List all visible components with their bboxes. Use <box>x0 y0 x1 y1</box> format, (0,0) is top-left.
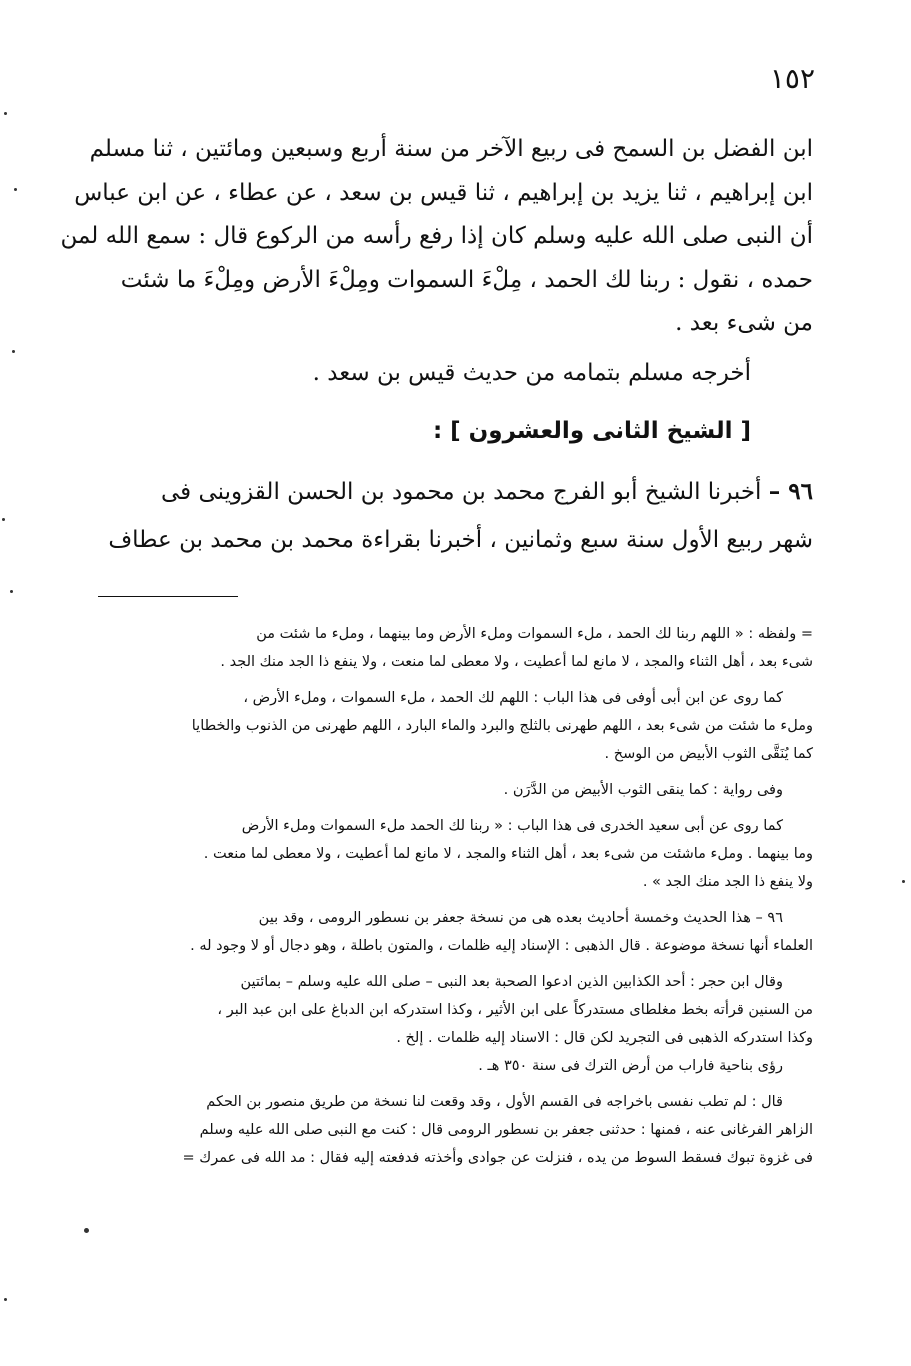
footnote <box>95 968 813 1080</box>
hadith-line <box>118 468 813 516</box>
footnote-line: شىء بعد ، أهل الثناء والمجد ، لا مانع لما أعطيت ، ولا معطى لما منعت ، ولا ينفع ذا الجد منك الجد . <box>220 654 813 670</box>
main-text-line: ابن الفضل بن السمح فى ربيع الآخر من سنة أربع وسبعين ومائتين ، ثنا مسلم <box>89 136 813 162</box>
footnote-line: وفى رواية : كما ينقى الثوب الأبيض من الدَّرَن . <box>503 782 783 798</box>
footnote-line: من السنين قرأته بخط مغلطاى مستدركاً على ابن الأثير ، وكذا استدركه ابن الدباغ على ابن عبد البر ، <box>217 1002 813 1018</box>
footnote-line: = ولفظه : « اللهم ربنا لك الحمد ، ملء السموات وملء الأرض وما بينهما ، وملء ما شئت من <box>256 626 813 642</box>
footnote <box>95 776 813 804</box>
footnote-line: وكذا استدركه الذهبى فى التجريد لكن قال : الاسناد إليه ظلمات . إلخ . <box>396 1030 813 1046</box>
takhrij-paragraph: أخرجه مسلم بتمامه من حديث قيس بن سعد . <box>312 360 751 386</box>
main-text-line: أن النبى صلى الله عليه وسلم كان إذا رفع رأسه من الركوع قال : سمع الله لمن <box>60 223 813 249</box>
footnote <box>95 812 813 896</box>
scan-speck <box>84 1228 89 1233</box>
footnote-line: العلماء أنها نسخة موضوعة . قال الذهبى : الإسناد إليه ظلمات ، والمتون باطلة ، وهو دجال أو لا وجود له . <box>190 938 813 954</box>
footnote-separator <box>98 596 238 597</box>
footnote-line: كما يُنَقَّى الثوب الأبيض من الوسخ . <box>604 746 813 762</box>
footnote-line: كما روى عن أبى سعيد الخدرى فى هذا الباب : « ربنا لك الحمد ملء السموات وملء الأرض <box>241 818 783 834</box>
page-number: ١٥٢ <box>769 62 815 95</box>
scan-speck <box>10 590 13 593</box>
footnote-line: وملء ما شئت من شىء بعد ، اللهم طهرنى بالثلج والبرد والماء البارد ، اللهم طهرنى من الذنوب والخطايا <box>191 718 813 734</box>
footnote <box>95 904 813 960</box>
scan-speck <box>14 188 17 191</box>
footnote-line: فى غزوة تبوك فسقط السوط من يده ، فنزلت عن جوادى وأخذته فدفعته إليه فقال : مد الله فى عمرك = <box>182 1150 813 1166</box>
footnote-line: الزاهر الفرغانى عنه ، فمنها : حدثنى جعفر بن نسطور الرومى قال : كنت مع النبى صلى الله عليه وسلم <box>199 1122 813 1138</box>
footnote <box>95 620 813 676</box>
hadith-paragraph <box>108 468 813 564</box>
hadith-line-text: أخبرنا الشيخ أبو الفرج محمد بن محمود بن الحسن القزوينى فى <box>161 479 762 505</box>
footnote <box>95 1088 813 1172</box>
footnote <box>95 684 813 768</box>
main-text-line: حمده ، نقول : ربنا لك الحمد ، مِلْءَ السموات ومِلْءَ الأرض ومِلْءَ ما شئت <box>120 266 813 293</box>
footnotes <box>95 620 813 1180</box>
footnote-line: رؤى بناحية فاراب من أرض الترك فى سنة ٣٥٠ هـ . <box>478 1058 783 1074</box>
footnote-line: قال : لم تطب نفسى باخراجه فى القسم الأول ، وقد وقعت لنا نسخة من طريق منصور بن الحكم <box>206 1094 783 1110</box>
footnote-line: ولا ينفع ذا الجد منك الجد » . <box>642 874 813 890</box>
scan-speck <box>4 1298 7 1301</box>
hadith-line: شهر ربيع الأول سنة سبع وثمانين ، أخبرنا بقراءة محمد بن محمد بن عطاف <box>108 527 813 553</box>
main-text-line: من شىء بعد . <box>675 310 813 336</box>
main-text-line: ابن إبراهيم ، ثنا يزيد بن إبراهيم ، ثنا قيس بن سعد ، عن عطاء ، عن ابن عباس <box>74 179 813 206</box>
footnote-line: ٩٦ – هذا الحديث وخمسة أحاديث بعده هى من نسخة جعفر بن نسطور الرومى ، وقد بين <box>258 910 783 926</box>
footnote-line: وما بينهما . وملء ماشئت من شىء بعد ، أهل الثناء والمجد ، لا مانع لما أعطيت ، ولا معطى لما منعت . <box>203 846 813 862</box>
scan-speck <box>2 518 5 521</box>
hadith-number: ٩٦ – <box>768 478 813 505</box>
scan-speck <box>4 112 7 115</box>
main-text-block <box>60 128 813 346</box>
scan-speck <box>12 350 15 353</box>
section-heading: [ الشيخ الثانى والعشرون ] : <box>432 418 751 444</box>
footnote-line: وقال ابن حجر : أحد الكذابين الذين ادعوا الصحبة بعد النبى – صلى الله عليه وسلم – بمائتين <box>240 974 783 990</box>
scan-speck <box>902 880 905 883</box>
footnote-line: كما روى عن ابن أبى أوفى فى هذا الباب : اللهم لك الحمد ، ملء السموات ، وملء الأرض ، <box>243 690 783 706</box>
